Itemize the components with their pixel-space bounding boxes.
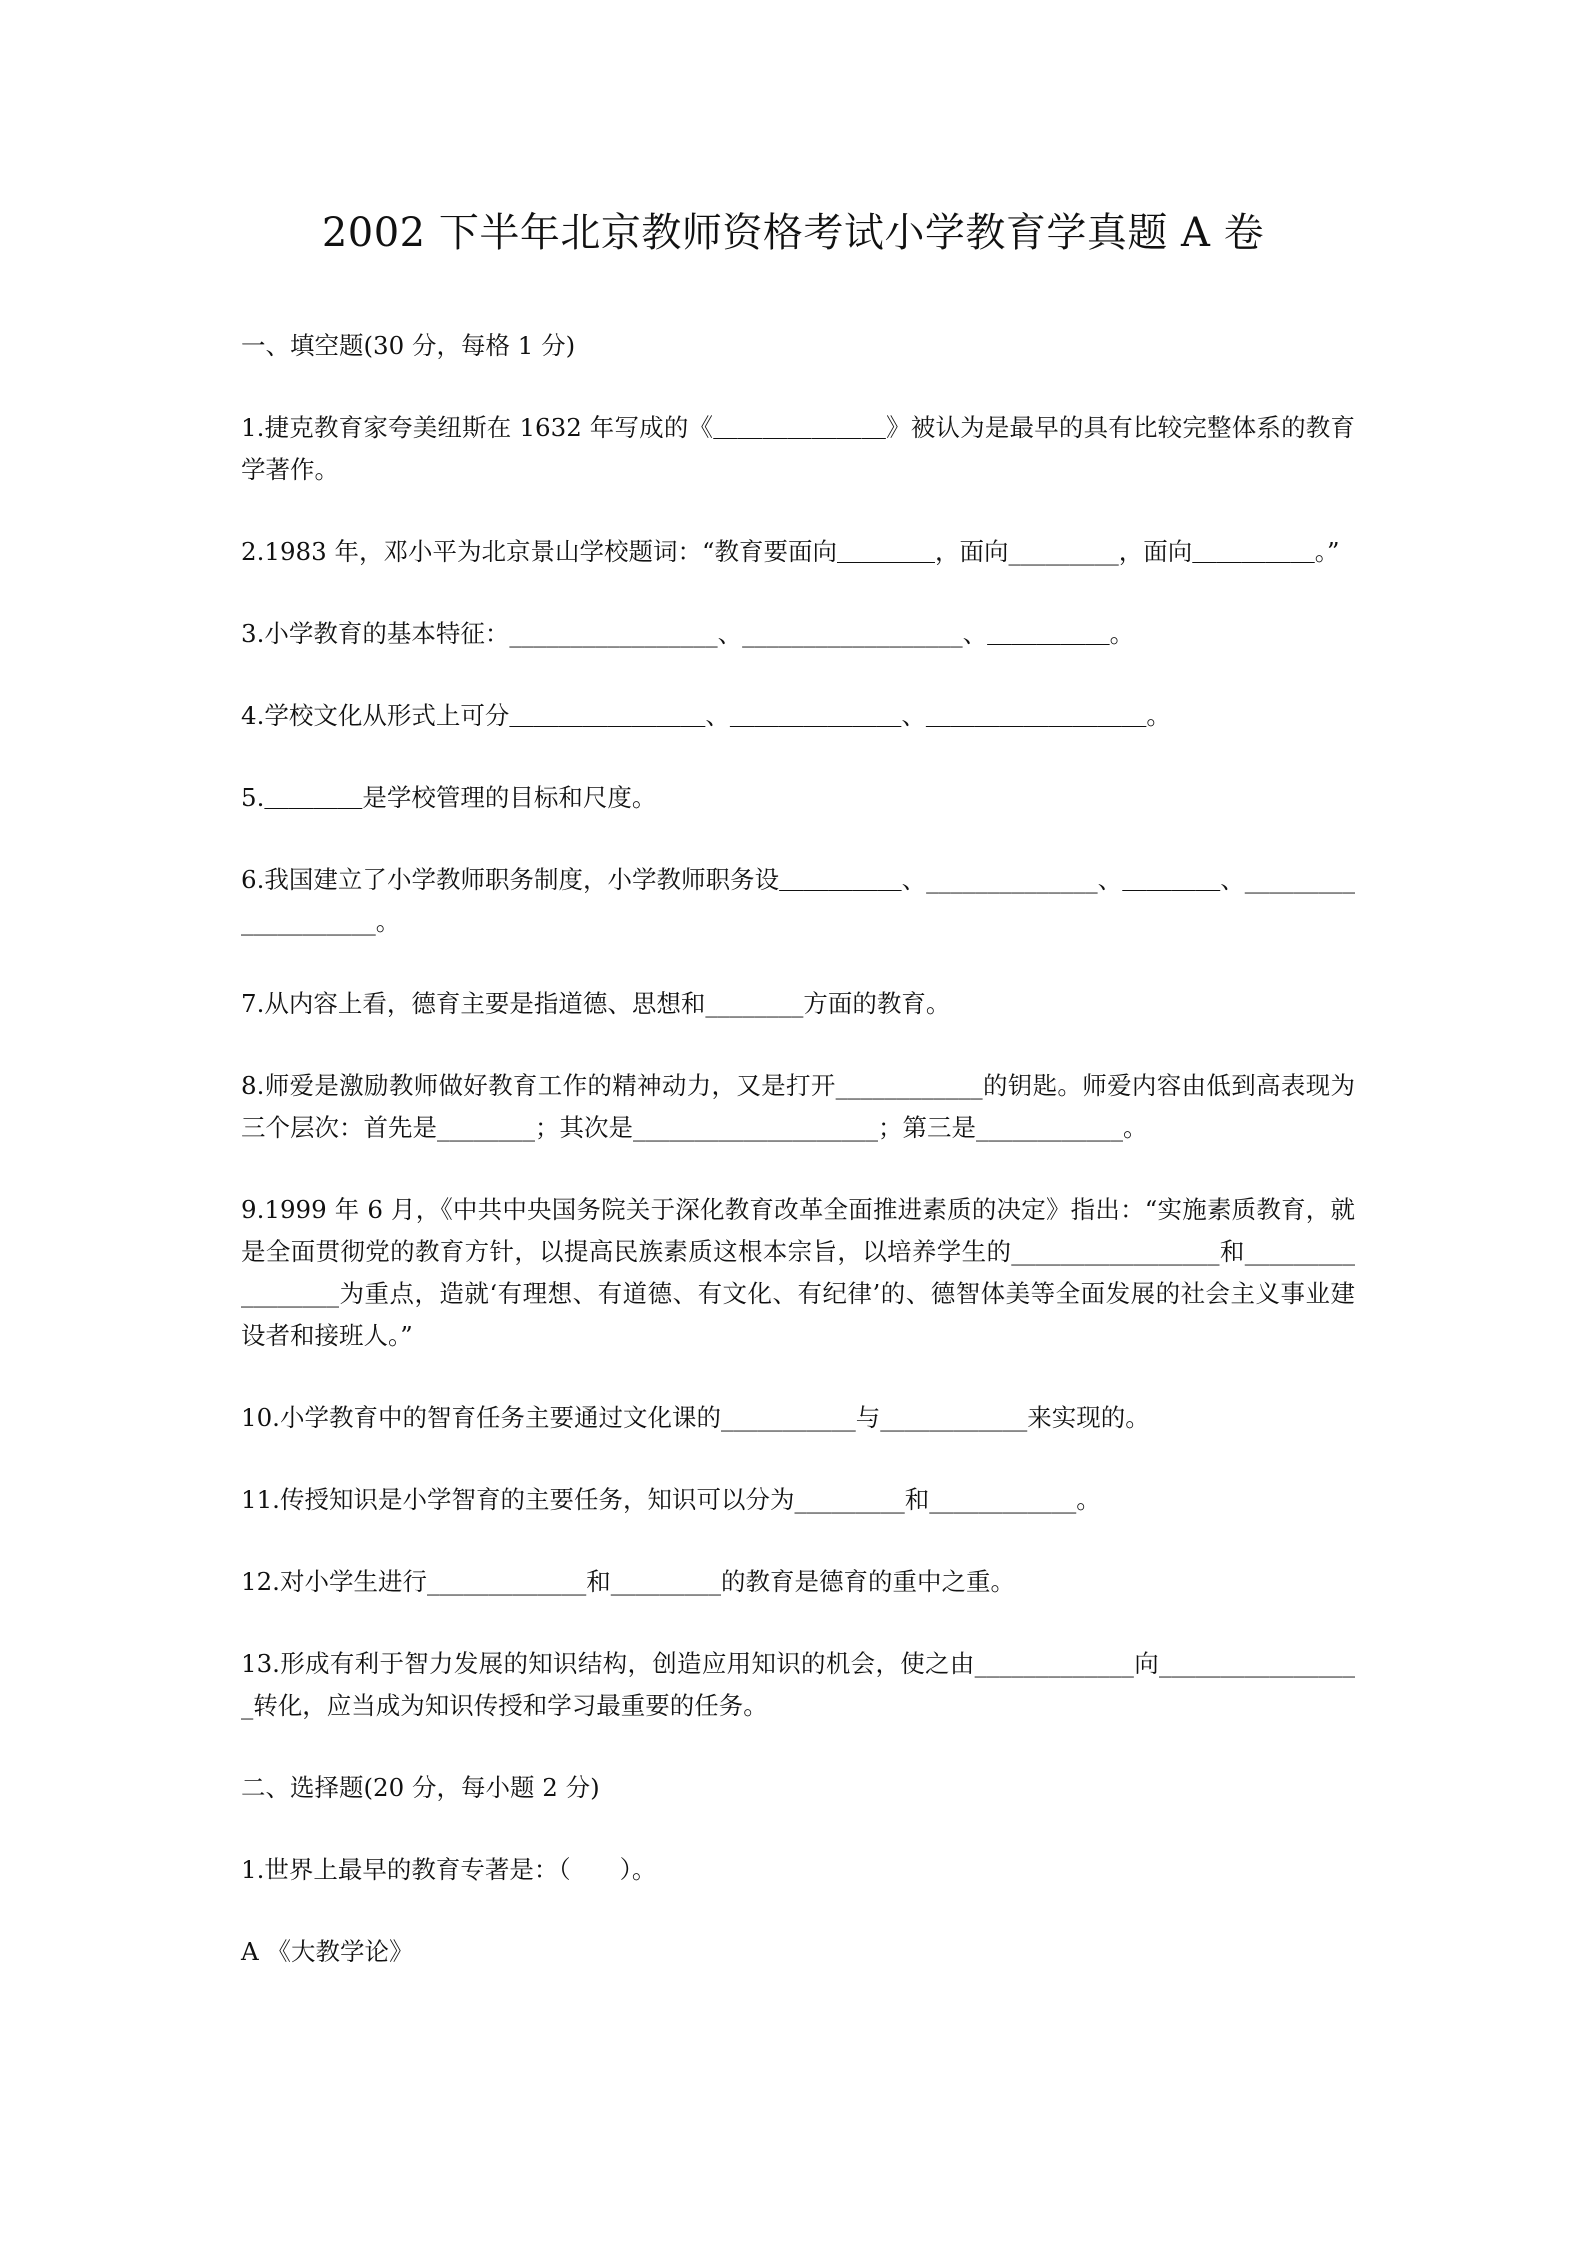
- question-10: 10.小学教育中的智育任务主要通过文化课的___________与____________来实现的。: [241, 1403, 1150, 1432]
- question-13: 13.形成有利于智力发展的知识结构，创造应用知识的机会，使之由_____________向_________________转化，应当成为知识传授和学习最重要的任务。: [241, 1649, 1355, 1720]
- choice-option-a: A 《大教学论》: [241, 1937, 414, 1966]
- question-7: 7.从内容上看，德育主要是指道德、思想和________方面的教育。: [241, 989, 951, 1018]
- question-5: 5.＿＿＿＿是学校管理的目标和尺度。: [241, 783, 657, 812]
- section-heading-fill-in: 一、填空题(30 分，每格 1 分): [241, 331, 576, 360]
- section-heading-choice: 二、选择题(20 分，每小题 2 分): [241, 1773, 600, 1802]
- question-6: 6.我国建立了小学教师职务制度，小学教师职务设＿＿＿＿＿、______________、＿＿＿＿、____________________。: [241, 865, 1355, 936]
- question-2: 2.1983 年，邓小平为北京景山学校题词：“教育要面向＿＿＿＿，面向_________，面向＿＿＿＿＿。”: [241, 537, 1340, 566]
- question-3: 3.小学教育的基本特征：_________________、__________________、＿＿＿＿＿。: [241, 619, 1135, 648]
- question-8: 8.师爱是激励教师做好教育工作的精神动力，又是打开____________的钥匙。师爱内容由低到高表现为三个层次：首先是________；其次是____________________；第三是____________。: [241, 1071, 1355, 1142]
- document-title: 2002 下半年北京教师资格考试小学教育学真题 A 卷: [321, 210, 1265, 256]
- question-1: 1.捷克教育家夸美纽斯在 1632 年写成的《＿＿＿＿＿＿＿》被认为是最早的具有比较完整体系的教育学著作。: [241, 413, 1355, 484]
- question-4: 4.学校文化从形式上可分＿＿＿＿＿＿＿＿、＿＿＿＿＿＿＿、＿＿＿＿＿＿＿＿＿。: [241, 701, 1171, 730]
- question-12: 12.对小学生进行_____________和_________的教育是德育的重中之重。: [241, 1567, 1015, 1596]
- choice-question-1: 1.世界上最早的教育专著是：（ ）。: [241, 1855, 657, 1884]
- question-9: 9.1999 年 6 月，《中共中央国务院关于深化教育改革全面推进素质的决定》指出：“实施素质教育，就是全面贯彻党的教育方针，以提高民族素质这根本宗旨，以培养学生的_________________和_________________为重点，造就‘有理想、有道德、有文化、有纪律’的、德智体美等全面发展的社会主义事业建设者和接班人。”: [241, 1195, 1355, 1350]
- question-11: 11.传授知识是小学智育的主要任务，知识可以分为_________和____________。: [241, 1485, 1101, 1514]
- document-body: [241, 325, 1355, 1973]
